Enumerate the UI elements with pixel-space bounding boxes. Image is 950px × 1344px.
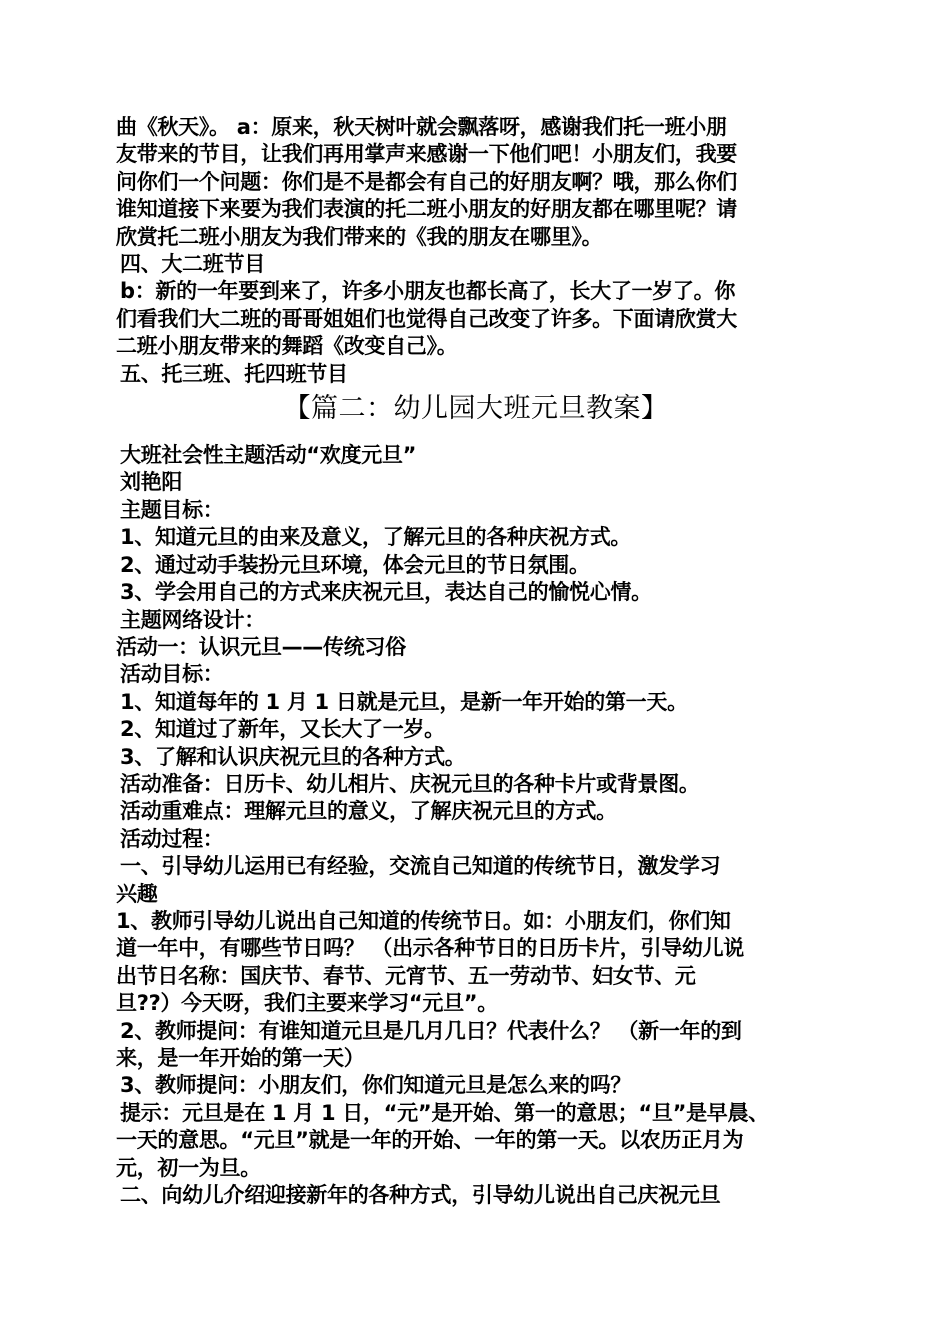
text-line: 3、了解和认识庆祝元旦的各种方式。 [120, 744, 466, 769]
text-line: 3、教师提问：小朋友们，你们知道元旦是怎么来的吗？ [120, 1073, 632, 1098]
section-heading-line: 四、大二班节目 [120, 252, 265, 277]
activity-title: 大班社会性主题活动“欢度元旦” [120, 443, 417, 468]
text-line: 活动过程： [120, 826, 224, 851]
text-line: 2、教师提问：有谁知道元旦是几月几日？代表什么？ （新一年的到 [120, 1018, 742, 1043]
text-line: 兴趣 [116, 881, 158, 906]
text-line: 来，是一年开始的第一天） [116, 1046, 365, 1070]
text-line: 问你们一个问题：你们是不是都会有自己的好朋友啊？哦，那么你们 [116, 169, 737, 194]
text-line: 二、向幼儿介绍迎接新年的各种方式，引导幼儿说出自己庆祝元旦 [120, 1183, 721, 1208]
text-line: 主题网络设计： [120, 607, 265, 632]
text-line: 活动一：认识元旦——传统习俗 [116, 634, 406, 659]
text-line: b：新的一年要到来了，许多小朋友也都长高了，长大了一岁了。你 [120, 279, 736, 304]
text-line: 旦??）今天呀，我们主要来学习“元旦”。 [116, 991, 498, 1016]
text-line: 1、知道每年的 1 月 1 日就是元旦，是新一年开始的第一天。 [120, 689, 688, 714]
text-line: 元，初一为旦。 [116, 1155, 261, 1180]
text-line: 活动重难点：理解元旦的意义，了解庆祝元旦的方式。 [120, 799, 617, 824]
text-line: 活动准备：日历卡、幼儿相片、庆祝元旦的各种卡片或背景图。 [120, 771, 700, 796]
text-line: 2、通过动手装扮元旦环境，体会元旦的节日氛围。 [120, 552, 590, 577]
text-line: 们看我们大二班的哥哥姐姐们也觉得自己改变了许多。下面请欣赏大 [116, 306, 737, 331]
section-one [116, 114, 836, 388]
text-line: 一天的意思。“元旦”就是一年的开始、一年的第一天。以农历正月为 [116, 1128, 744, 1153]
text-line: 2、知道过了新年，又长大了一岁。 [120, 717, 445, 742]
text-line: 一、引导幼儿运用已有经验，交流自己知道的传统节日，激发学习 [120, 854, 721, 879]
text-line: 3、学会用自己的方式来庆祝元旦，表达自己的愉悦心情。 [120, 580, 652, 605]
text-line: 活动目标： [120, 662, 224, 687]
text-line: 出节日名称：国庆节、春节、元宵节、五一劳动节、妇女节、元 [116, 963, 696, 988]
text-line: 曲《秋天》。 a：原来，秋天树叶就会飘落呀，感谢我们托一班小朋 [116, 115, 727, 139]
text-line: 友带来的节目，让我们再用掌声来感谢一下他们吧！小朋友们，我要 [116, 142, 737, 167]
article-heading: 【篇二：幼儿园大班元旦教案】 [283, 393, 669, 425]
section-two [116, 442, 836, 1209]
author-name: 刘艳阳 [120, 470, 183, 495]
document-body [116, 114, 836, 1209]
text-line: 主题目标： [120, 497, 224, 522]
text-line: 道一年中，有哪些节日吗？ （出示各种节日的日历卡片，引导幼儿说 [116, 936, 745, 961]
text-line: 提示：元旦是在 1 月 1 日，“元”是开始、第一的意思；“旦”是早晨、 [120, 1100, 769, 1125]
text-line: 谁知道接下来要为我们表演的托二班小朋友的好朋友都在哪里呢？请 [116, 197, 737, 222]
text-line: 1、知道元旦的由来及意义，了解元旦的各种庆祝方式。 [120, 525, 632, 550]
section-heading-line: 五、托三班、托四班节目 [120, 361, 348, 386]
text-line: 1、教师引导幼儿说出自己知道的传统节日。如：小朋友们，你们知 [116, 908, 731, 933]
text-line: 欣赏托二班小朋友为我们带来的《我的朋友在哪里》。 [116, 224, 603, 249]
text-line: 二班小朋友带来的舞蹈《改变自己》。 [116, 334, 458, 359]
